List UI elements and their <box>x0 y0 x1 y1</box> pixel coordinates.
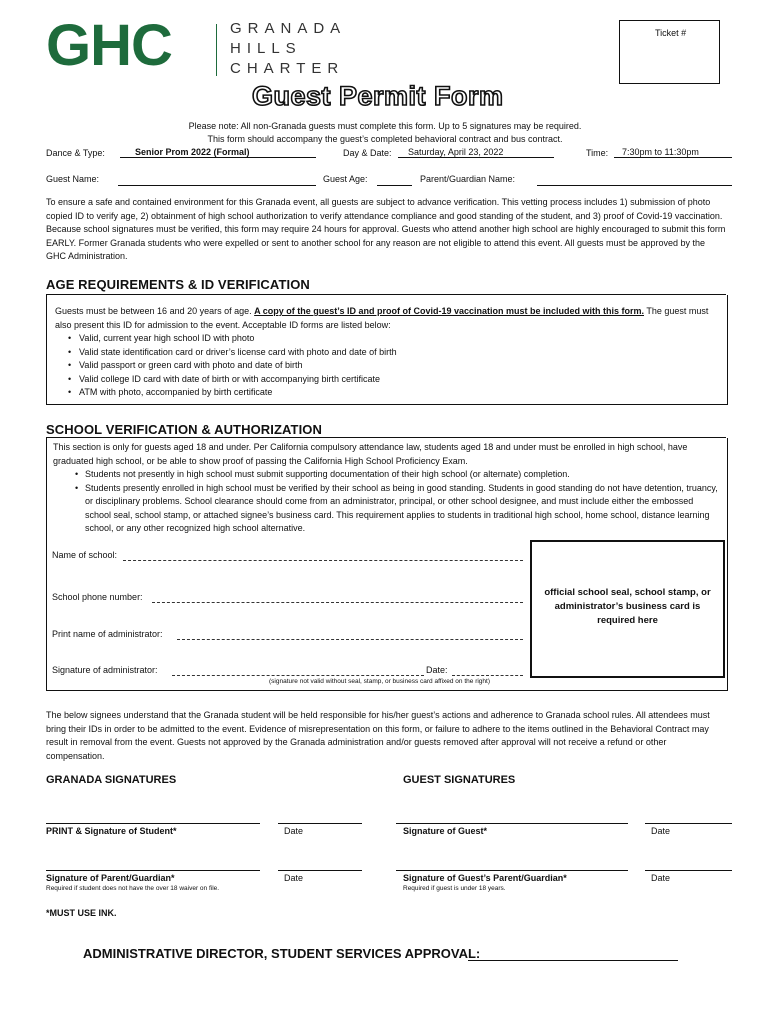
form-title: Guest Permit Form <box>252 81 504 111</box>
admin-name-line[interactable] <box>177 639 523 640</box>
logo-name-1: GRANADA <box>230 20 347 37</box>
student-date-line[interactable] <box>278 823 362 824</box>
dance-type-value: Senior Prom 2022 (Formal) <box>135 147 250 157</box>
guest-date-label: Date <box>651 826 671 836</box>
admin-date-label: Date: <box>426 665 448 675</box>
id-list-item: • ATM with photo, accompanied by birth certificate <box>46 386 706 400</box>
parent-name-label: Parent/Guardian Name: <box>420 174 516 184</box>
intro-paragraph: To ensure a safe and contained environment for this Granada event, all guests are subject to advance verification. This vetting process includes 1) submission of photo copied ID to verify age, 2) obtainment of high school authorization to verify attendance compliance and good standing of the student, and 3) proof of Covid-19 vaccination. Because school signatures must be verified, this form may require 24 hours for approval. Guests who attend another high school are highly encouraged to submit this form EARLY. Former Granada students who were expelled or sent to another school for any reason are not eligible to attend this event. All guests must be approved by the GHC Administration. <box>46 197 726 261</box>
admin-name-label: Print name of administrator: <box>52 629 163 639</box>
guest-signatures-title: GUEST SIGNATURES <box>403 774 516 786</box>
signature-note: (signature not valid without seal, stamp, or business card affixed on the right) <box>269 678 490 685</box>
school-logo <box>46 13 356 82</box>
parent-date-label: Date <box>284 873 304 883</box>
responsibility-paragraph: The below signees understand that the Granada student will be held responsible for his/her guest’s actions and adherence to Granada school rules. All attendees must bring their IDs in order to be admitted to the event. Evidence of misrepresentation on this form, or failure to adhere to the items outlined in the Behavioral Contract may result in removal from the event. Guests not approved by the Granada administration and/or guests removed after approval will not receive a refund or other compensation. <box>46 710 710 761</box>
id-list-item: • Valid, current year high school ID with photo <box>46 332 706 346</box>
note-line-1: Please note: All non-Granada guests must complete this form. Up to 5 signatures may be required. <box>188 121 582 131</box>
student-date-label: Date <box>284 826 304 836</box>
guest-date-line[interactable] <box>645 823 732 824</box>
school-list <box>53 468 721 536</box>
admin-signature-label: Signature of administrator: <box>52 665 158 675</box>
age-text-start: Guests must be between 16 and 20 years of age. <box>55 306 255 316</box>
id-list <box>46 332 706 400</box>
age-text-underlined: A copy of the guest’s ID and proof of Covid-19 vaccination must be included with this form. <box>254 306 644 316</box>
student-signature-line[interactable] <box>46 823 260 824</box>
logo-name-2: HILLS <box>230 40 302 57</box>
parent-name-line[interactable] <box>537 185 732 186</box>
guest-parent-signature-line[interactable] <box>396 870 628 871</box>
school-list-item: • Students not presently in high school must submit supporting documentation of their high school (or alternate) completion. <box>53 468 721 482</box>
day-date-value: Saturday, April 23, 2022 <box>408 147 504 157</box>
guest-signature-label: Signature of Guest* <box>403 826 488 836</box>
guest-signature-line[interactable] <box>396 823 628 824</box>
guest-parent-date-line[interactable] <box>645 870 732 871</box>
parent-signature-note: Required if student does not have the over 18 waiver on file. <box>46 885 220 892</box>
school-section-title: SCHOOL VERIFICATION & AUTHORIZATION <box>46 422 323 437</box>
school-list-item: • Students presently enrolled in high school must be verified by their school as being in good standing. Students in good standing do not have detention, truancy, or disciplinary problems. School clearance should come from an administrator, principal, or other school designee, and must include either the embossed school seal, school stamp, or attached signee’s business card. This requirement applies to students in traditional high school, home school, distance learning school, or any other recognized high school alternative. <box>53 482 721 536</box>
parent-date-line[interactable] <box>278 870 362 871</box>
ink-note: *MUST USE INK. <box>46 908 117 918</box>
ticket-box[interactable] <box>619 20 720 84</box>
parent-signature-line[interactable] <box>46 870 260 871</box>
granada-signatures-title: GRANADA SIGNATURES <box>46 774 177 786</box>
guest-age-label: Guest Age: <box>323 174 368 184</box>
guest-parent-signature-note: Required if guest is under 18 years. <box>403 885 506 892</box>
id-list-item: • Valid state identification card or driver’s license card with photo and date of birth <box>46 346 706 360</box>
guest-name-label: Guest Name: <box>46 174 100 184</box>
guest-parent-date-label: Date <box>651 873 671 883</box>
admin-date-line[interactable] <box>452 675 523 676</box>
note-line-2: This form should accompany the guest’s completed behavioral contract and bus contract. <box>207 134 563 144</box>
seal-box[interactable] <box>530 540 725 678</box>
logo-name-3: CHARTER <box>230 60 345 77</box>
school-name-line[interactable] <box>123 560 523 561</box>
guest-name-line[interactable] <box>118 185 316 186</box>
approval-line[interactable] <box>468 960 678 961</box>
guest-parent-signature-label: Signature of Guest’s Parent/Guardian* <box>403 873 567 883</box>
id-list-item: • Valid passport or green card with photo and date of birth <box>46 359 706 373</box>
school-section-text: This section is only for guests aged 18 and under. Per California compulsory attendance law, students aged 18 and under must be enrolled in high school, have graduated high school, or be able to show proof of passing the California High School Proficiency Exam. <box>53 442 688 466</box>
age-section-text <box>55 305 721 332</box>
day-date-label: Day & Date: <box>343 148 392 158</box>
logo-divider <box>216 24 217 76</box>
school-name-label: Name of school: <box>52 550 118 560</box>
time-label: Time: <box>586 148 609 158</box>
approval-label: ADMINISTRATIVE DIRECTOR, STUDENT SERVICES APPROVAL: <box>83 946 481 961</box>
school-phone-line[interactable] <box>152 602 523 603</box>
time-value: 7:30pm to 11:30pm <box>622 147 699 157</box>
ticket-label: Ticket # <box>655 28 687 38</box>
dance-type-label: Dance & Type: <box>46 148 105 158</box>
parent-signature-label: Signature of Parent/Guardian* <box>46 873 175 883</box>
guest-age-line[interactable] <box>377 185 412 186</box>
seal-box-text: official school seal, school stamp, or administrator’s business card is required here <box>544 587 711 626</box>
age-text-end: The guest must also present this ID for admission to the event. Acceptable ID forms are listed below: <box>55 306 709 330</box>
admin-signature-line[interactable] <box>172 675 424 676</box>
logo-letters: GHC <box>46 13 172 78</box>
school-phone-label: School phone number: <box>52 592 143 602</box>
id-list-item: • Valid college ID card with date of birth or with accompanying birth certificate <box>46 373 706 387</box>
age-section-title: AGE REQUIREMENTS & ID VERIFICATION <box>46 277 310 292</box>
student-signature-label: PRINT & Signature of Student* <box>46 826 177 836</box>
